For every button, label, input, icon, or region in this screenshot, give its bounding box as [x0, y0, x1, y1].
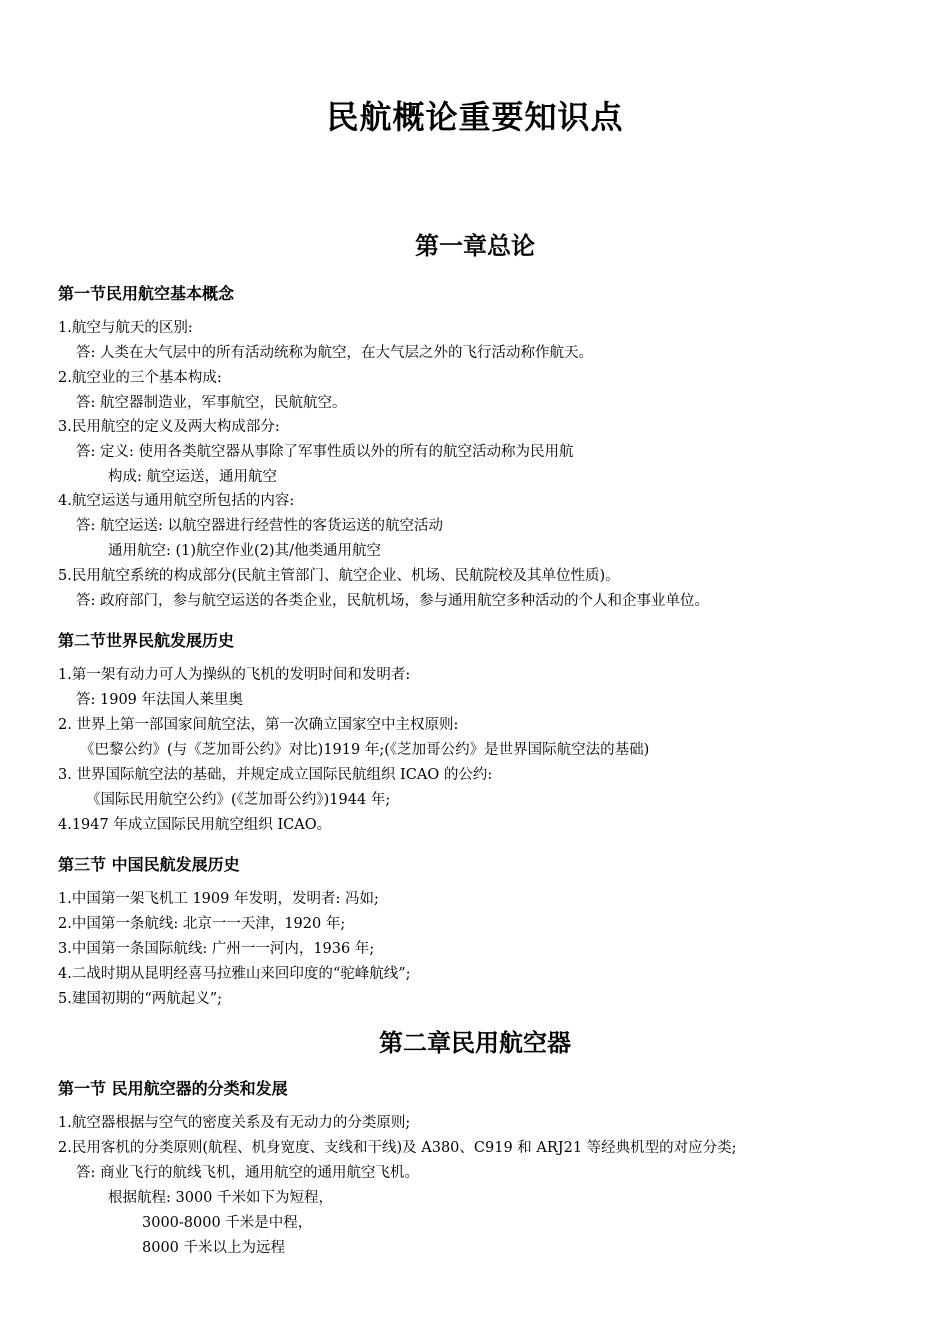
- answer-line: 构成: 航空运送，通用航空: [108, 469, 277, 485]
- list-line: 5.建国初期的“两航起义”;: [58, 991, 223, 1007]
- list-line: 1.中国第一架飞机工 1909 年发明，发明者: 冯如;: [58, 891, 379, 907]
- list-line: 4.二战时期从昆明经喜马拉雅山来回印度的“驼峰航线”;: [58, 966, 411, 982]
- answer-line: 答: 商业飞行的航线飞机，通用航空的通用航空飞机。: [76, 1165, 419, 1181]
- question-line: 4.1947 年成立国际民用航空组织 ICAO。: [58, 817, 332, 833]
- chapter-title: 第二章民用航空器: [379, 1028, 571, 1057]
- answer-line: 《国际民用航空公约》(《芝加哥公约》)1944 年;: [86, 792, 391, 808]
- question-line: 1.第一架有动力可人为操纵的飞机的发明时间和发明者:: [58, 667, 411, 683]
- answer-line: 根据航程: 3000 千米如下为短程，: [108, 1190, 334, 1206]
- question-line: 3. 世界国际航空法的基础，并规定成立国际民航组织 ICAO 的公约:: [58, 767, 493, 783]
- question-line: 1.航空器根据与空气的密度关系及有无动力的分类原则;: [58, 1115, 411, 1131]
- section-title: 第三节 中国民航发展历史: [58, 855, 240, 874]
- question-line: 2.民用客机的分类原则(航程、机身宽度、支线和干线)及 A380、C919 和 ARJ21 等经典机型的对应分类;: [58, 1140, 737, 1156]
- section-title: 第一节 民用航空器的分类和发展: [58, 1079, 288, 1098]
- answer-line: 答: 定义: 使用各类航空器从事除了军事性质以外的所有的航空活动称为民用航: [76, 444, 574, 460]
- answer-line: 通用航空: (1)航空作业(2)其/他类通用航空: [108, 543, 381, 559]
- answer-line: 答: 航空运送: 以航空器进行经营性的客货运送的航空活动: [76, 518, 443, 534]
- answer-line: 8000 千米以上为远程: [142, 1240, 286, 1256]
- question-line: 4.航空运送与通用航空所包括的内容:: [58, 493, 295, 509]
- section-title: 第一节民用航空基本概念: [58, 284, 235, 303]
- question-line: 2. 世界上第一部国家间航空法，第一次确立国家空中主权原则:: [58, 717, 459, 733]
- answer-line: 答: 1909 年法国人莱里奥: [76, 692, 244, 708]
- question-line: 5.民用航空系统的构成部分(民航主管部门、航空企业、机场、民航院校及其单位性质)。: [58, 568, 620, 584]
- answer-line: 《巴黎公约》(与《芝加哥公约》对比)1919 年;(《芝加哥公约》是世界国际航空法的基础): [80, 742, 650, 758]
- question-line: 2.航空业的三个基本构成:: [58, 370, 222, 386]
- question-line: 3.民用航空的定义及两大构成部分:: [58, 419, 280, 435]
- answer-line: 答: 政府部门，参与航空运送的各类企业，民航机场，参与通用航空多种活动的个人和企事业单位。: [76, 593, 709, 609]
- answer-line: 3000-8000 千米是中程，: [142, 1215, 313, 1231]
- answer-line: 答: 人类在大气层中的所有活动统称为航空，在大气层之外的飞行活动称作航天。: [76, 345, 593, 361]
- document-title: 民航概论重要知识点: [326, 98, 624, 136]
- chapter-title: 第一章总论: [415, 231, 535, 260]
- list-line: 3.中国第一条国际航线: 广州一一河内，1936 年;: [58, 941, 375, 957]
- list-line: 2.中国第一条航线: 北京一一天津，1920 年;: [58, 916, 346, 932]
- answer-line: 答: 航空器制造业，军事航空，民航航空。: [76, 395, 347, 411]
- question-line: 1.航空与航天的区别:: [58, 320, 193, 336]
- section-title: 第二节世界民航发展历史: [58, 631, 235, 650]
